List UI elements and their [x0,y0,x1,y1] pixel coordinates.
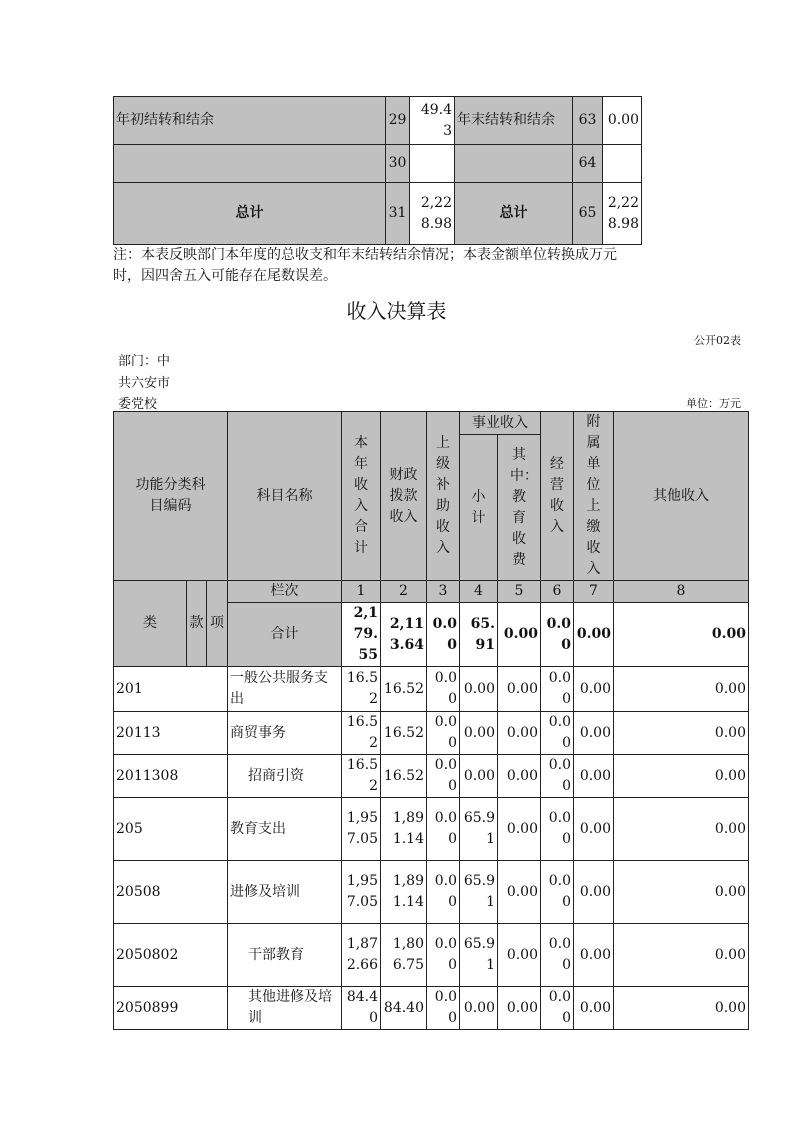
row-label [455,145,573,183]
table-row [114,667,749,712]
col-no: 7 [574,581,614,603]
amount: 0.00 [614,667,749,712]
page-title: 收入决算表 [346,299,447,323]
subject-code: 20113 [114,712,228,755]
header-kuan: 款 [187,581,207,667]
amount: 0.00 [574,712,614,755]
row-number: 30 [386,145,410,183]
subject-code: 2011308 [114,755,228,798]
table-code: 公开02表 [694,334,741,347]
amount: 0.00 [498,712,541,755]
subject-name: 其他进修及培训 [228,987,342,1030]
amount: 16.52 [381,667,427,712]
amount: 16.52 [342,667,381,712]
amount: 0.00 [427,987,460,1030]
subject-name: 商贸事务 [228,712,342,755]
sum-value: 0.00 [574,603,614,667]
amount: 84.40 [342,987,381,1030]
header-code: 功能分类科目编码 [114,412,228,581]
amount: 0.00 [574,987,614,1030]
header-xiang: 项 [207,581,228,667]
amount: 0.00 [614,861,749,924]
amount: 0.00 [574,667,614,712]
header-career: 事业收入 [460,412,541,435]
amount: 0.00 [498,861,541,924]
subject-code: 2050899 [114,987,228,1030]
subject-name: 进修及培训 [228,861,342,924]
table-row [114,97,642,145]
row-label: 年初结转和结余 [114,97,386,145]
header-fiscal: 财政拨款收入 [381,412,427,581]
subject-name: 招商引资 [228,755,342,798]
sum-value: 2,113.64 [381,603,427,667]
table-row [114,861,749,924]
amount: 1,957.05 [342,798,381,861]
table-row [114,987,749,1030]
unit-label: 单位：万元 [686,397,741,410]
dept-line-2: 共六安市 [118,376,171,391]
header-name: 科目名称 [228,412,342,581]
amount: 0.00 [460,987,498,1030]
amount: 0.00 [427,798,460,861]
header-business: 经营收入 [541,412,574,581]
amount: 0.00 [427,755,460,798]
note: 注：本表反映部门本年度的总收支和年末结转结余情况；本表金额单位转换成万元时，因四舍五入可能存在尾数误差。 [113,247,617,284]
sum-value: 2,179.55 [342,603,381,667]
sum-value: 0.00 [427,603,460,667]
amount: 0.00 [541,798,574,861]
amount: 0.00 [614,798,749,861]
amount [603,145,642,183]
row-label: 总计 [455,183,573,245]
amount: 0.00 [574,924,614,987]
sum-value: 0.00 [614,603,749,667]
amount: 16.52 [381,755,427,798]
amount: 2,228.98 [410,183,455,245]
table-row [114,798,749,861]
amount: 0.00 [614,755,749,798]
row-label: 总计 [114,183,386,245]
subject-name: 一般公共服务支出 [228,667,342,712]
amount: 0.00 [614,987,749,1030]
sum-value: 65.91 [460,603,498,667]
col-no: 2 [381,581,427,603]
col-no: 3 [427,581,460,603]
dept-line-3: 委党校 [118,397,158,412]
amount: 16.52 [342,755,381,798]
amount: 1,806.75 [381,924,427,987]
amount: 0.00 [614,712,749,755]
sum-label: 合计 [228,603,342,667]
subject-name: 教育支出 [228,798,342,861]
amount: 0.00 [427,924,460,987]
amount: 0.00 [498,755,541,798]
amount: 1,872.66 [342,924,381,987]
amount: 0.00 [460,755,498,798]
amount: 1,891.14 [381,861,427,924]
amount: 65.91 [460,924,498,987]
row-number: 65 [573,183,603,245]
row-number: 29 [386,97,410,145]
col-no: 6 [541,581,574,603]
amount: 2,228.98 [603,183,642,245]
amount: 0.00 [498,667,541,712]
amount: 0.00 [541,924,574,987]
amount: 0.00 [541,861,574,924]
amount: 0.00 [427,861,460,924]
amount: 0.00 [427,712,460,755]
amount: 0.00 [603,97,642,145]
amount: 65.91 [460,861,498,924]
amount: 0.00 [541,712,574,755]
amount: 1,957.05 [342,861,381,924]
header-lanci: 栏次 [228,581,342,603]
table-row [114,924,749,987]
amount: 0.00 [460,667,498,712]
amount: 0.00 [498,798,541,861]
amount: 65.91 [460,798,498,861]
col-no: 1 [342,581,381,603]
amount: 16.52 [342,712,381,755]
header-edu: 其中：教育收费 [498,435,541,581]
amount: 0.00 [541,987,574,1030]
table-row [114,183,642,245]
amount: 1,891.14 [381,798,427,861]
row-label [114,145,386,183]
col-no: 4 [460,581,498,603]
amount: 0.00 [574,861,614,924]
amount: 84.40 [381,987,427,1030]
amount: 0.00 [460,712,498,755]
amount: 49.43 [410,97,455,145]
summary-table [113,96,642,245]
amount: 0.00 [574,755,614,798]
table-row [114,712,749,755]
amount: 0.00 [541,667,574,712]
header-lei: 类 [114,581,187,667]
income-table [113,411,749,1030]
subject-code: 201 [114,667,228,712]
col-no: 5 [498,581,541,603]
amount: 0.00 [498,924,541,987]
row-label: 年末结转和结余 [455,97,573,145]
amount: 0.00 [614,924,749,987]
amount: 0.00 [498,987,541,1030]
sum-value: 0.00 [498,603,541,667]
table-row [114,145,642,183]
subject-code: 2050802 [114,924,228,987]
amount: 16.52 [381,712,427,755]
header-upper: 上级补助收入 [427,412,460,581]
header-total: 本年收入合计 [342,412,381,581]
amount: 0.00 [427,667,460,712]
row-number: 64 [573,145,603,183]
row-number: 31 [386,183,410,245]
amount: 0.00 [541,755,574,798]
amount: 0.00 [574,798,614,861]
header-other: 其他收入 [614,412,749,581]
header-affiliated: 附属单位上缴收入 [574,412,614,581]
subject-code: 205 [114,798,228,861]
header-subtotal: 小计 [460,435,498,581]
subject-name: 干部教育 [228,924,342,987]
col-no: 8 [614,581,749,603]
amount [410,145,455,183]
subject-code: 20508 [114,861,228,924]
sum-value: 0.00 [541,603,574,667]
dept-line-1: 部门：中 [118,354,171,369]
table-row [114,755,749,798]
row-number: 63 [573,97,603,145]
